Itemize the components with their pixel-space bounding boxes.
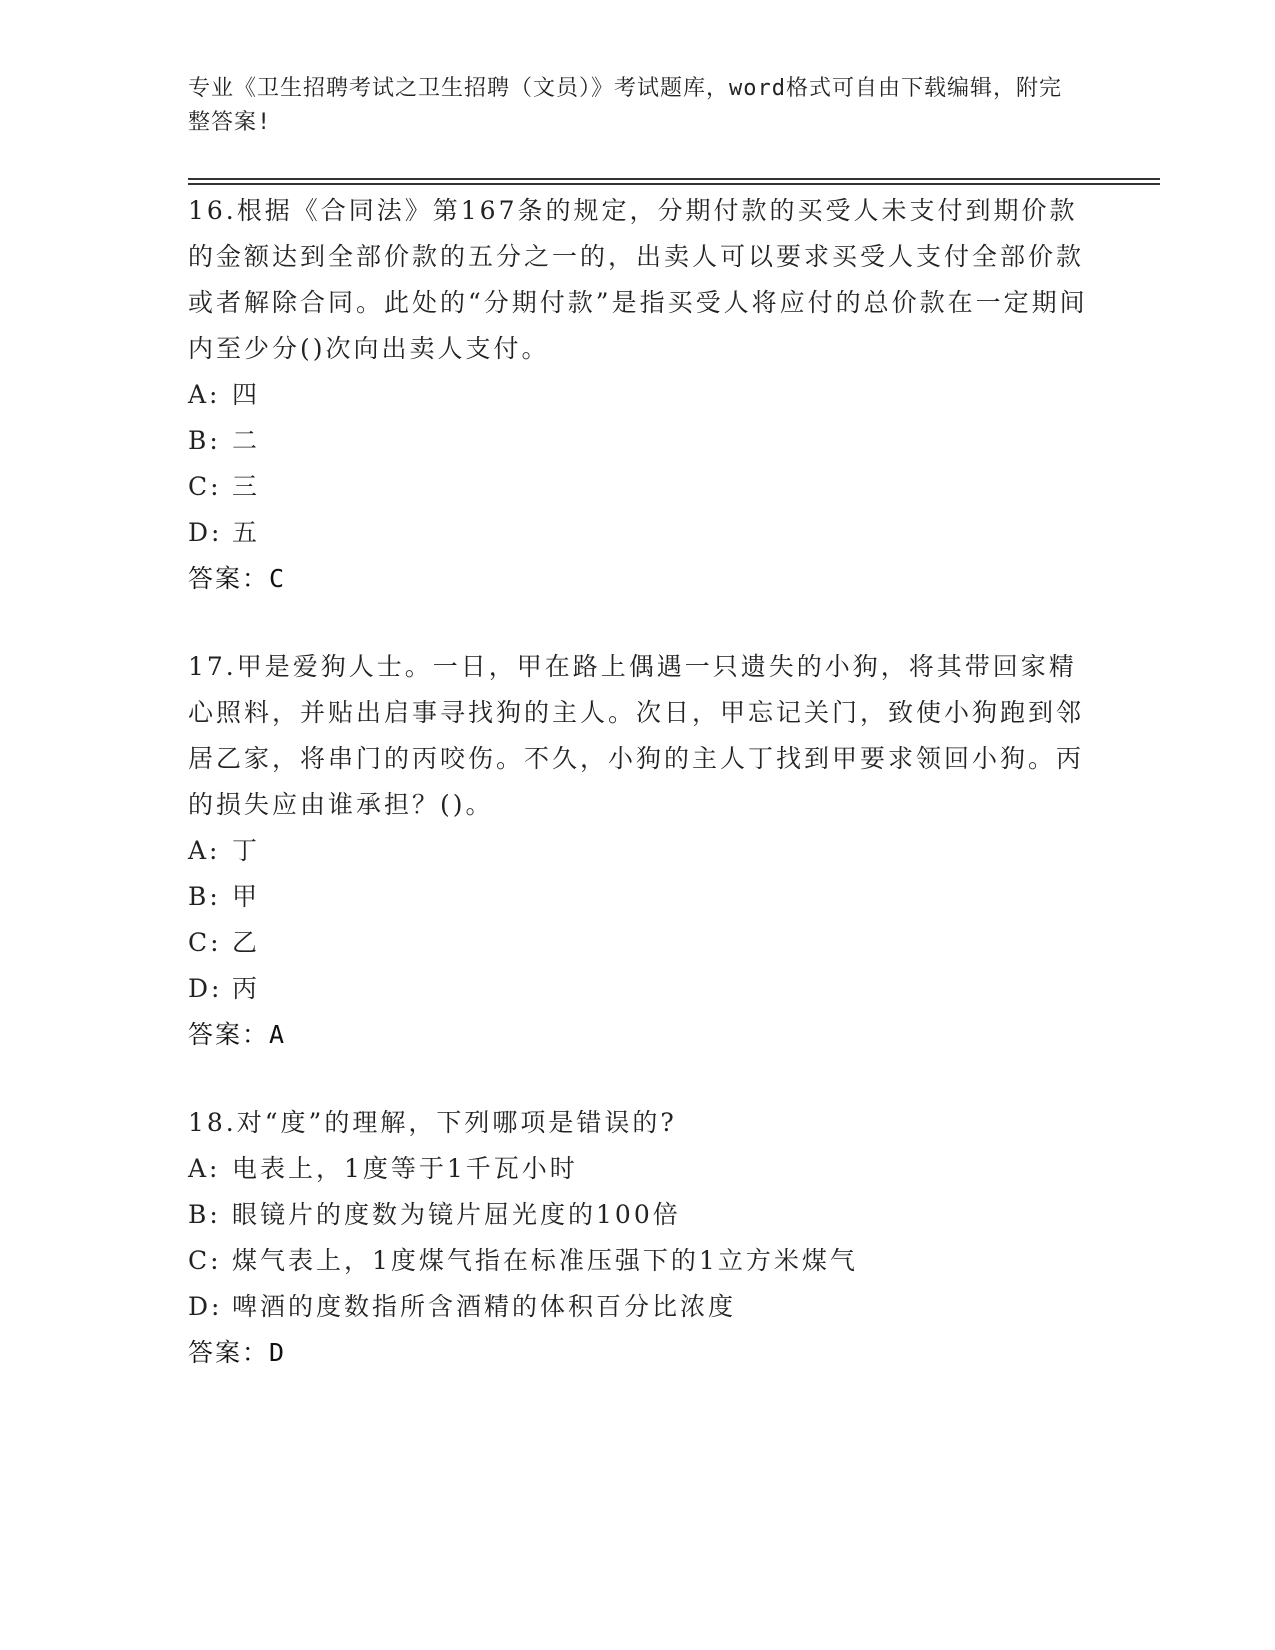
question-16 <box>188 188 1088 602</box>
question-text: 17.甲是爱狗人士。一日，甲在路上偶遇一只遗失的小狗，将其带回家精心照料，并贴出启事寻找狗的主人。次日，甲忘记关门，致使小狗跑到邻居乙家，将串门的丙咬伤。不久，小狗的主人丁找到甲要求领回小狗。丙的损失应由谁承担？()。 <box>188 652 1085 819</box>
option-a <box>188 1146 1088 1192</box>
option-text: 丙 <box>232 974 261 1003</box>
option-text: 二 <box>232 426 261 455</box>
option-text: 啤酒的度数指所含酒精的体积百分比浓度 <box>232 1292 737 1321</box>
answer-line: 答案：C <box>188 564 287 593</box>
option-letter: A: <box>188 1154 221 1183</box>
option-letter: D: <box>188 974 223 1003</box>
option-c <box>188 920 1088 966</box>
option-text: 煤气表上，1度煤气指在标准压强下的1立方米煤气 <box>232 1246 858 1275</box>
option-letter: C: <box>188 1246 222 1275</box>
header-divider-top <box>188 178 1160 180</box>
option-letter: B: <box>188 1200 221 1229</box>
option-d <box>188 1284 1088 1330</box>
header-divider-bottom <box>188 183 1160 185</box>
option-text: 三 <box>232 472 261 501</box>
option-text: 乙 <box>232 928 261 957</box>
option-letter: D: <box>188 518 223 547</box>
option-text: 甲 <box>232 882 261 911</box>
option-c <box>188 1238 1088 1284</box>
document-header: 专业《卫生招聘考试之卫生招聘（文员）》考试题库，word格式可自由下载编辑，附完整答案! <box>188 76 1062 135</box>
option-b <box>188 418 1088 464</box>
option-c <box>188 464 1088 510</box>
answer-line: 答案：D <box>188 1338 287 1367</box>
option-letter: A: <box>188 380 221 409</box>
question-text: 18.对“度”的理解，下列哪项是错误的? <box>188 1108 677 1137</box>
question-18 <box>188 1100 1088 1376</box>
option-a <box>188 828 1088 874</box>
option-text: 眼镜片的度数为镜片屈光度的100倍 <box>232 1200 681 1229</box>
option-d <box>188 966 1088 1012</box>
question-text: 16.根据《合同法》第167条的规定，分期付款的买受人未支付到期价款的金额达到全部价款的五分之一的，出卖人可以要求买受人支付全部价款或者解除合同。此处的“分期付款”是指买受人将应付的总价款在一定期间内至少分()次向出卖人支付。 <box>188 196 1088 363</box>
option-letter: C: <box>188 472 222 501</box>
option-text: 电表上，1度等于1千瓦小时 <box>232 1154 578 1183</box>
option-b <box>188 1192 1088 1238</box>
question-17 <box>188 644 1088 1058</box>
answer-line: 答案：A <box>188 1020 287 1049</box>
option-letter: A: <box>188 836 221 865</box>
option-b <box>188 874 1088 920</box>
option-letter: D: <box>188 1292 223 1321</box>
option-letter: C: <box>188 928 222 957</box>
option-text: 丁 <box>232 836 261 865</box>
option-letter: B: <box>188 426 221 455</box>
option-d <box>188 510 1088 556</box>
option-letter: B: <box>188 882 221 911</box>
option-text: 四 <box>232 380 261 409</box>
option-text: 五 <box>232 518 261 547</box>
option-a <box>188 372 1088 418</box>
